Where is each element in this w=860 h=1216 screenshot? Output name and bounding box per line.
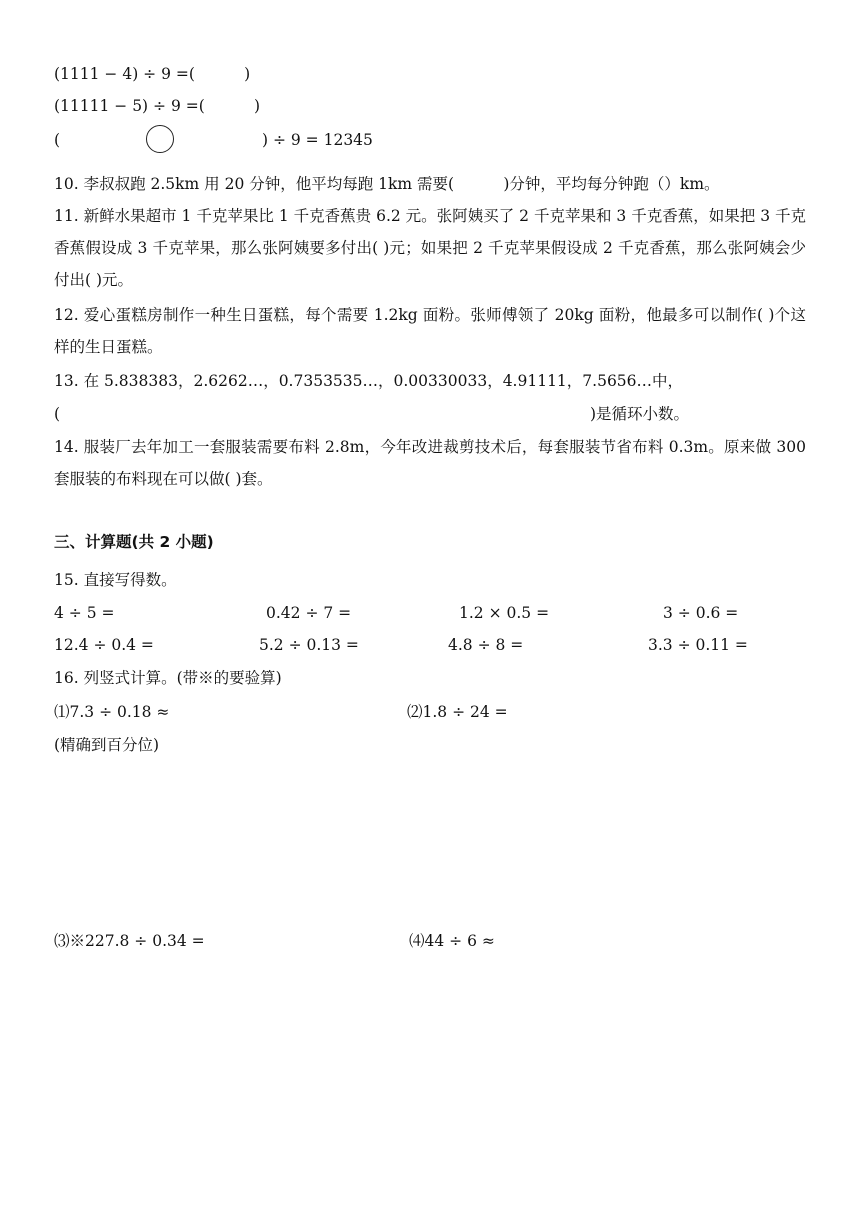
q15-r2-c3: 4.8 ÷ 8 = — [448, 636, 524, 654]
question-13-open: ( — [54, 405, 61, 423]
q9-line-2: (11111 − 5) ÷ 9 =( ) — [54, 97, 261, 115]
section-heading-calculation: 三、计算题(共 2 小题) — [54, 533, 214, 551]
q15-r1-c2: 0.42 ÷ 7 = — [266, 604, 352, 622]
q9-line-3-open: ( — [54, 131, 61, 149]
question-13-line-1: 13. 在 5.838383，2.6262…，0.7353535…，0.00330033，4.91111，7.5656…中， — [54, 372, 684, 390]
question-10: 10. 李叔叔跑 2.5km 用 20 分钟，他平均每跑 1km 需要( )分钟，平均每分钟跑（）km。 — [54, 175, 720, 193]
q9-line-3-close: ) ÷ 9 = 12345 — [262, 131, 373, 149]
question-13-close: )是循环小数。 — [590, 405, 690, 423]
q15-r2-c2: 5.2 ÷ 0.13 = — [259, 636, 359, 654]
q15-r1-c1: 4 ÷ 5 = — [54, 604, 115, 622]
q16-part-1-note: (精确到百分位) — [54, 736, 160, 754]
q16-part-3: ⑶※227.8 ÷ 0.34 = — [54, 932, 205, 950]
question-14: 14. 服装厂去年加工一套服装需要布料 2.8m，今年改进裁剪技术后，每套服装节省布料 0.3m。原来做 300 套服装的布料现在可以做( )套。 — [54, 438, 806, 488]
q15-r2-c1: 12.4 ÷ 0.4 = — [54, 636, 154, 654]
question-11: 11. 新鲜水果超市 1 千克苹果比 1 千克香蕉贵 6.2 元。张阿姨买了 2 千克苹果和 3 千克香蕉，如果把 3 千克香蕉假设成 3 千克苹果，那么张阿姨要多付出( )元；如果把 2 千克苹果假设成 2 千克香蕉，那么张阿姨会少付出( )元。 — [54, 207, 806, 289]
question-16-title: 16. 列竖式计算。(带※的要验算) — [54, 669, 282, 687]
q16-part-2: ⑵1.8 ÷ 24 = — [407, 703, 508, 721]
q16-part-4: ⑷44 ÷ 6 ≈ — [409, 932, 495, 950]
q15-r2-c4: 3.3 ÷ 0.11 = — [648, 636, 748, 654]
blank-circle — [146, 125, 174, 153]
question-15-title: 15. 直接写得数。 — [54, 571, 177, 589]
question-12: 12. 爱心蛋糕房制作一种生日蛋糕，每个需要 1.2kg 面粉。张师傅领了 20kg 面粉，他最多可以制作( )个这样的生日蛋糕。 — [54, 306, 806, 356]
q9-line-1: (1111 − 4) ÷ 9 =( ) — [54, 65, 251, 83]
q16-part-1: ⑴7.3 ÷ 0.18 ≈ — [54, 703, 170, 721]
q15-r1-c3: 1.2 × 0.5 = — [459, 604, 550, 622]
q15-r1-c4: 3 ÷ 0.6 = — [663, 604, 739, 622]
